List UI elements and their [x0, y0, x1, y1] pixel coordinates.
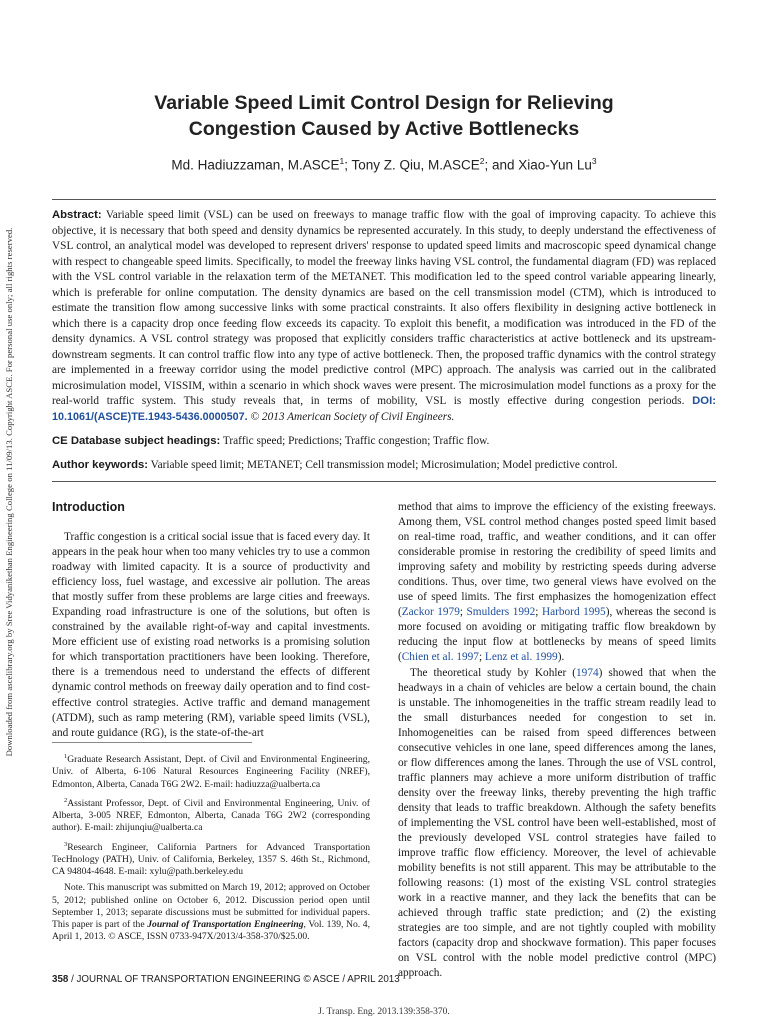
abstract-label: Abstract: [52, 209, 102, 221]
page-footer [52, 974, 716, 985]
title-line-2: Congestion Caused by Active Bottlenecks [188, 118, 580, 140]
citation-line: J. Transp. Eng. 2013.139:358-370. [318, 1007, 450, 1017]
ce-subject-headings [52, 434, 716, 449]
right-paragraph-2 [398, 666, 716, 982]
author-3-affil: 3 [591, 156, 597, 166]
footnote-1-text: Graduate Research Assistant, Dept. of Civil and Environmental Engineering, Univ. of Alberta, 6-106 Natural Resources Engineering Facility (NREF), Edmonton, Alberta, Canada T6G 2W2. E-mail: hadiuzza@ualberta.ca [52, 754, 370, 790]
doi-link[interactable]: 10.1061/(ASCE)TE.1943-5436.0000507. [52, 410, 248, 423]
footnote-2-marker: 2 [64, 796, 68, 804]
citation-smulders-1992[interactable]: Smulders 1992 [466, 606, 536, 619]
right-p1-text-a: method that aims to improve the efficiency of the existing freeways. Among them, VSL control method changes posted speed limit based on real-time road, traffic, and weather conditions, and it can offer considerable promise in restoring the credibility of speed limits and improving safety and mobility by restricting speeds during adverse conditions. Thus, over time, two general views have evolved on the use of speed limits. The first emphasizes the homogenization effect ( [398, 501, 716, 619]
footnote-3 [52, 839, 370, 879]
journal-footer-text: / JOURNAL OF TRANSPORTATION ENGINEERING © ASCE / APRIL 2013 [71, 974, 400, 985]
citation-chien-1997[interactable]: Chien et al. 1997 [401, 651, 479, 664]
top-divider [52, 199, 716, 200]
copyright-notice: © 2013 American Society of Civil Engineers. [250, 410, 455, 423]
right-p1-text-c: ). [557, 651, 565, 664]
author-list [52, 156, 716, 173]
cite-sep-2: ; [535, 606, 542, 619]
left-column [52, 500, 370, 741]
author-keywords [52, 458, 716, 473]
cite-sep-3: ; [478, 651, 485, 664]
right-p2-text-b: ) showed that when the headways in a chain of vehicles are below a certain bound, the chain is unstable. The inhomogeneities in the traffic stream readily lead to the small disturbances needed for congestion to set in. Inhomogeneities can be raised from speed differences between consecutive vehicles in one lane, speed differences among the lanes, or flow differences among the lanes. Through the use of VSL control, traffic planners may achieve a more uniform distribution of traffic density over the freeway links, thereby preventing the high traffic density that leads to traffic breakdown. Although the safety benefits of implementing the VSL control have been well-established, most of the previously developed VSL control strategies have failed to improve traffic flow efficiency. Moreover, the level of achievable mobility benefits is not still apparent. This may be attributable to the following reasons: (1) most of the existing VSL control strategies work in a reactive manner, and they lack the benefits that can be achieved through traffic state prediction; and (2) the existing strategies are too simple, and are not tightly coupled with mobility factors (capacity drop and shockwave formation). This paper focuses on VSL control with the noble model predictive control (MPC) approach. [398, 666, 716, 980]
download-notice-text: Downloaded from ascelibrary.org by Sree Vidyanikethan Engineering College on 11/09/13. Copyright ASCE. For personal use only; all rights reserved. [4, 227, 14, 757]
author-2-affil: 2 [479, 156, 485, 166]
download-notice-sidebar [0, 184, 18, 800]
cite-sep-1: ; [459, 606, 467, 619]
author-1-affil: 1 [339, 156, 345, 166]
footnote-3-marker: 3 [64, 840, 68, 848]
footnote-1-marker: 1 [64, 753, 68, 760]
ce-headings-label: CE Database subject headings: [52, 435, 221, 447]
title-line-1: Variable Speed Limit Control Design for Relieving [154, 92, 614, 114]
note-text-b: , Vol. 139, No. 4, April 1, 2013. © ASCE, ISSN 0733-947X/2013/4-358-370/$25.00. [52, 919, 370, 943]
right-p1-text-b: ), whereas the second is more focused on avoiding or mitigating traffic flow breakdown by reducing the input flow at bottlenecks by means of speed limits ( [398, 606, 717, 664]
footnote-2-text: Assistant Professor, Dept. of Civil and Environmental Engineering, Univ. of Alberta, 3-005 NREF, Edmonton, Alberta, Canada T6G 2W2 (corresponding author). E-mail: zhijunqiu@ualberta.ca [52, 797, 370, 834]
note-text-a: Note. This manuscript was submitted on March 19, 2012; approved on October 5, 2012; published online on October 6, 2012. Discussion period open until September 1, 2013; separate discussions must be submitted for individual papers. This paper is part of the [52, 882, 370, 930]
footnote-divider [52, 742, 252, 743]
footnotes [52, 751, 370, 947]
citation-kohler-1974[interactable]: 1974 [576, 666, 599, 679]
right-column [398, 500, 716, 982]
paper-title [52, 90, 716, 142]
abstract [52, 208, 716, 425]
footnote-3-text: Research Engineer, California Partners for Advanced Transportation TecHnology (PATH), Univ. of California, Berkeley, 1357 S. 46th St., Richmond, CA 94804-4648. E-mail: xylu@path.berkeley.edu [52, 841, 370, 878]
journal-name: Journal of Transportation Engineering [147, 919, 304, 930]
citation-harbord-1995[interactable]: Harbord 1995 [541, 606, 606, 619]
right-paragraph-1 [398, 500, 716, 666]
doi-label: DOI: [692, 395, 716, 407]
submission-note [52, 882, 370, 943]
footnote-2 [52, 795, 370, 835]
keywords-label: Author keywords: [52, 459, 149, 471]
abstract-text: Variable speed limit (VSL) can be used on freeways to manage traffic flow with the goal of improving capacity. To achieve this objective, it is necessary that both speed and density dynamics be represented accurately. In this study, to deeply understand the effectiveness of VSL control, an analytical model was developed to represent drivers' response to updated speed limits and macroscopic speed dynamical change with respect to changeable speed limits. Specifically, to model the freeway links having VSL control, the fundamental diagram (FD) was replaced with the VSL control variable in the relaxation term of the METANET. This modification led to the speed control variable appearing linearly, which is preferable for online computation. The density dynamics are based on the cell transmission model (CTM), which is introduced to estimate the transition flow among successive links with some practical constraints. It also offers flexibility in designing active bottleneck in which there is a capacity drop once feeding flow exceeds its capacity. To exploit this benefit, a modification was introduced in the FD of the density dynamics. A VSL control strategy was proposed that explicitly considers traffic characteristics at active bottleneck and its upstream-downstream segments. It can control traffic flow into any type of active bottleneck. Then, the proposed traffic dynamics with the control strategy are implemented in a freeway corridor using the model predictive control (MPC) approach. The analysis was carried out in the calibrated microsimulation model, VISSIM, within a scenario in which shock waves were present. The microsimulation model functions as a proxy for the real-world traffic system. This study reveals that, in terms of mobility, VSL is mostly effective during congestion periods. [52, 209, 717, 407]
keywords-text: Variable speed limit; METANET; Cell transmission model; Microsimulation; Model predictive control. [150, 459, 618, 471]
citation-zackor-1979[interactable]: Zackor 1979 [401, 606, 460, 619]
keywords-divider [52, 481, 716, 482]
author-1: Md. Hadiuzzaman, M.ASCE [171, 157, 340, 173]
ce-headings-text: Traffic speed; Predictions; Traffic congestion; Traffic flow. [222, 435, 490, 447]
citation-lenz-1999[interactable]: Lenz et al. 1999 [484, 651, 558, 664]
author-2: ; Tony Z. Qiu, M.ASCE [344, 157, 480, 173]
author-3: ; and Xiao-Yun Lu [484, 157, 592, 173]
footnote-1 [52, 751, 370, 791]
page-number: 358 [52, 974, 69, 985]
introduction-heading: Introduction [52, 500, 125, 514]
intro-paragraph-1: Traffic congestion is a critical social issue that is faced every day. It appears in the peak hour when too many vehicles try to use a common roadway with limited capacity. It is a source of productivity and efficiency loss, fuel wastage, and excessive air pollution. The areas that mostly suffer from these problems are large cities and freeways. Expanding road infrastructure is one of the solutions, but often is constrained by the available right-of-way and capital investments. More efficient use of existing road networks is a promising solution for which transportation practitioners have been looking. Therefore, there is a tremendous need to understand the effects of different dynamic control methods on freeway daily operation and to find cost-effective control strategies. Active traffic and demand management (ATDM), such as ramp metering (RM), variable speed limits (VSL), and route guidance (RG), is the state-of-the-art [52, 531, 370, 739]
right-p2-text-a: The theoretical study by Kohler ( [410, 666, 577, 679]
